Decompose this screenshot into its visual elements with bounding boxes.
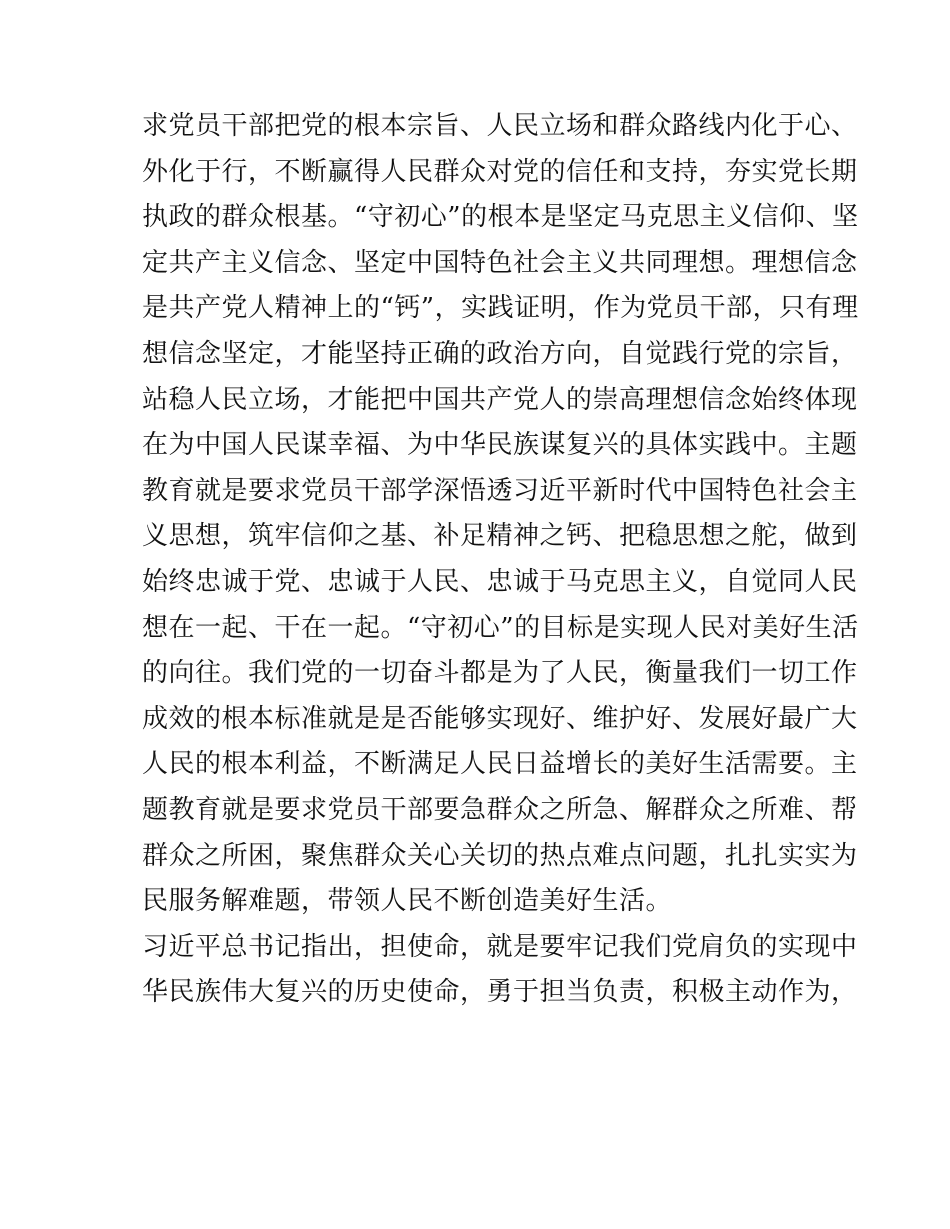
text-line: 的向往。我们党的一切奋斗都是为了人民，衡量我们一切工作 <box>142 658 858 689</box>
text-line: 想信念坚定，才能坚持正确的政治方向，自觉践行党的宗旨， <box>142 338 858 369</box>
text-line: 成效的根本标准就是是否能够实现好、维护好、发展好最广大 <box>142 703 858 734</box>
text-line: 民服务解难题，带领人民不断创造美好生活。 <box>142 886 673 917</box>
text-line: 题教育就是要求党员干部要急群众之所急、解群众之所难、帮 <box>142 794 858 825</box>
text-line: 教育就是要求党员干部学深悟透习近平新时代中国特色社会主 <box>142 475 858 506</box>
text-line: 求党员干部把党的根本宗旨、人民立场和群众路线内化于心、 <box>142 111 858 141</box>
text-line: 定共产主义信念、坚定中国特色社会主义共同理想。理想信念 <box>142 247 858 278</box>
text-line: 始终忠诚于党、忠诚于人民、忠诚于马克思主义，自觉同人民 <box>142 566 858 597</box>
text-line: 是共产党人精神上的“钙”，实践证明，作为党员干部，只有理 <box>142 293 859 324</box>
document-body <box>142 104 859 1016</box>
text-line: 义思想，筑牢信仰之基、补足精神之钙、把稳思想之舵，做到 <box>142 521 858 552</box>
text-line: 习近平总书记指出，担使命，就是要牢记我们党肩负的实现中 <box>142 931 858 962</box>
text-line: 想在一起、干在一起。“守初心”的目标是实现人民对美好生活 <box>142 612 859 643</box>
text-line: 执政的群众根基。“守初心”的根本是坚定马克思主义信仰、坚 <box>142 202 859 233</box>
text-line: 人民的根本利益，不断满足人民日益增长的美好生活需要。主 <box>142 749 858 780</box>
text-line: 群众之所困，聚焦群众关心关切的热点难点问题，扎扎实实为 <box>142 840 858 871</box>
text-line: 华民族伟大复兴的历史使命，勇于担当负责，积极主动作为， <box>142 977 858 1008</box>
text-line: 站稳人民立场，才能把中国共产党人的崇高理想信念始终体现 <box>142 384 858 415</box>
text-line: 在为中国人民谋幸福、为中华民族谋复兴的具体实践中。主题 <box>142 430 858 461</box>
text-line: 外化于行，不断赢得人民群众对党的信任和支持，夯实党长期 <box>142 156 858 187</box>
